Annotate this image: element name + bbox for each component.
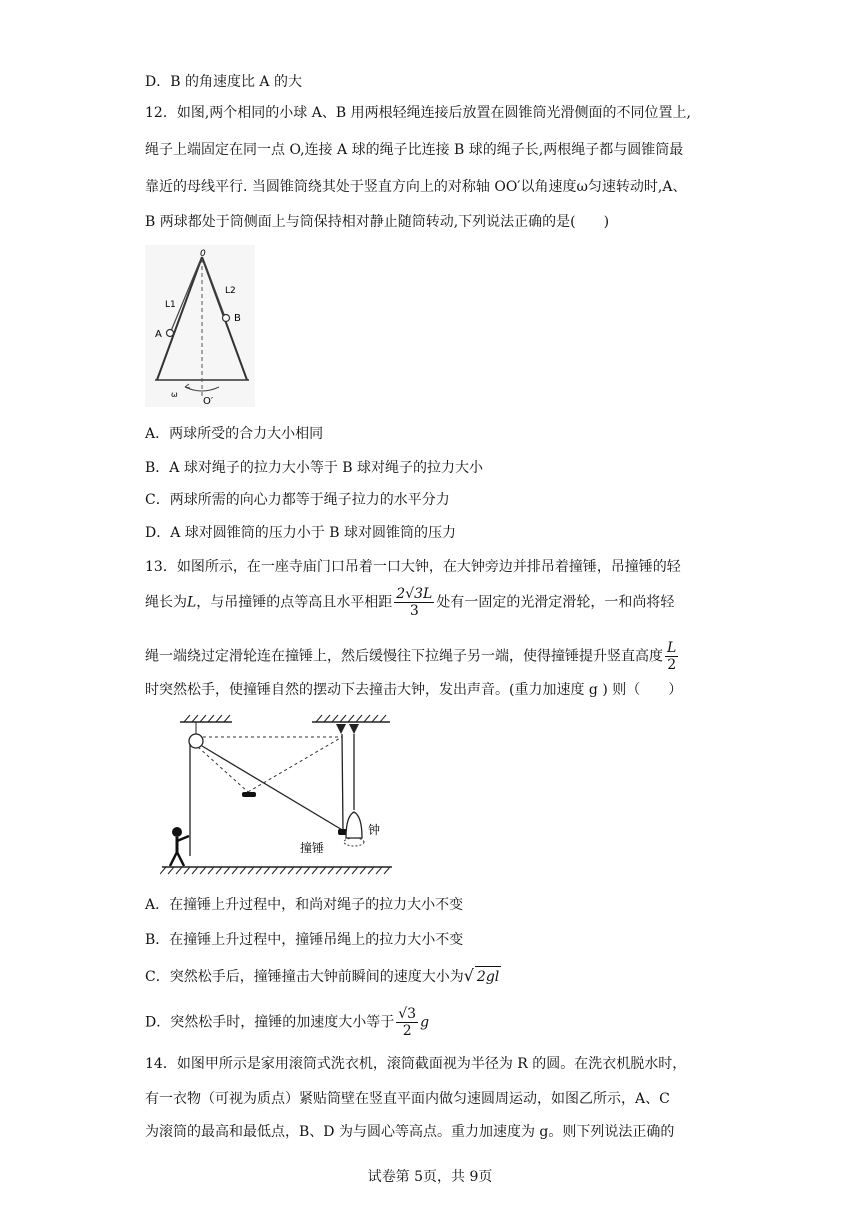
q12-option-d: D．A 球对圆锥筒的压力小于 B 球对圆锥筒的压力 [145, 525, 456, 541]
q13-label-bell: 钟 [368, 823, 381, 837]
q12-label-l1: L1 [165, 300, 176, 310]
q11-option-d: D．B 的角速度比 A 的大 [145, 74, 302, 90]
q12-option-a: A．两球所受的合力大小相同 [145, 426, 324, 442]
q13-velocity-sqrt: 2gl [475, 966, 501, 987]
q13-stem-line-2: 绳长为L，与吊撞锤的点等高且水平相距 $\frac{2√3L}{3}$ 处有一固定的光滑定滑轮，一和尚将轻 [145, 586, 675, 619]
q13-acceleration-fraction: $\frac{√3}{2}$ [398, 1006, 417, 1039]
q13-option-b: B．在撞锤上升过程中，撞锤吊绳上的拉力大小不变 [145, 932, 464, 948]
q12-label-a: A [155, 329, 162, 340]
q12-option-c: C．两球所需的向心力都等于绳子拉力的水平分力 [145, 492, 450, 508]
q12-label-o-prime: O′ [203, 396, 214, 407]
q13-stem-line-1: 13．如图所示，在一座寺庙门口吊着一口大钟，在大钟旁边并排吊着撞锤，吊撞锤的轻 [145, 559, 681, 575]
q12-option-b: B．A 球对绳子的拉力大小等于 B 球对绳子的拉力大小 [145, 460, 484, 476]
q12-label-o: 0 [200, 249, 206, 259]
q12-label-l2: L2 [225, 286, 236, 296]
q12-label-omega: ω [171, 390, 178, 399]
q12-stem-line-1: 12．如图,两个相同的小球 A、B 用两根轻绳连接后放置在圆锥筒光滑侧面的不同位置上, [145, 105, 692, 121]
q13-option-d: D．突然松手时，撞锤的加速度大小等于 $\frac{√3}{2}$ g [145, 1006, 430, 1039]
q13-stem-line-3: 绳一端绕过定滑轮连在撞锤上，然后缓慢往下拉绳子另一端，使得撞锤提升竖直高度 $\frac{L}{2}$ [145, 640, 677, 673]
q13-option-a: A．在撞锤上升过程中，和尚对绳子的拉力大小不变 [145, 897, 464, 913]
q12-cone-figure [145, 245, 255, 407]
q14-stem-line-1: 14．如图甲所示是家用滚筒式洗衣机，滚筒截面视为半径为 R 的圆。在洗衣机脱水时， [145, 1056, 687, 1072]
q13-option-c: C．突然松手后，撞锤撞击大钟前瞬间的速度大小为√ 2gl [145, 966, 500, 985]
q13-stem-line-4: 时突然松手，使撞锤自然的摆动下去撞击大钟，发出声音。(重力加速度 g ) 则（ ） [145, 682, 683, 698]
q14-stem-line-3: 为滚筒的最高和最低点，B、D 为与圆心等高点。重力加速度为 g。则下列说法正确的 [145, 1124, 675, 1140]
q12-label-b: B [234, 313, 241, 324]
q14-stem-line-2: 有一衣物（可视为质点）紧贴筒壁在竖直平面内做匀速圆周运动，如图乙所示，A、C [145, 1091, 670, 1107]
q12-stem-line-2: 绳子上端固定在同一点 O,连接 A 球的绳子比连接 B 球的绳子长,两根绳子都与圆锥筒最 [145, 142, 684, 158]
q13-length-l: L [187, 594, 197, 611]
q13-bell-figure [160, 712, 400, 880]
q13-label-hammer: 撞锤 [300, 841, 325, 855]
q12-stem-line-4: B 两球都处于筒侧面上与筒保持相对静止随筒转动,下列说法正确的是( ) [145, 214, 610, 230]
page-footer: 试卷第 5页，共 9页 [367, 1169, 493, 1185]
q12-stem-line-3: 靠近的母线平行. 当圆锥筒绕其处于竖直方向上的对称轴 OO′以角速度ω匀速转动时,A、 [145, 179, 687, 195]
q13-height-fraction: $\frac{L}{2}$ [667, 640, 677, 673]
q13-distance-fraction: $\frac{2√3L}{3}$ [396, 586, 433, 619]
